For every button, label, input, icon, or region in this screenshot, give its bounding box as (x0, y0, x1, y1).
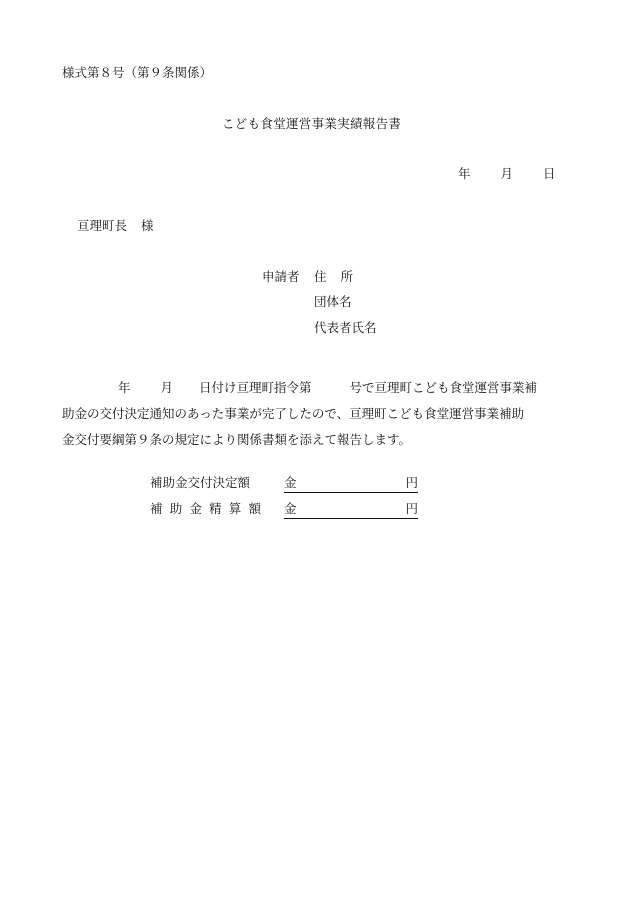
decision-amount-prefix: 金 (284, 475, 297, 490)
document-title: こども食堂運営事業実績報告書 (222, 116, 402, 131)
body-number-segment: 号で亘理町こども食堂運営事業補 (349, 380, 538, 395)
report-body (62, 375, 582, 453)
address-label-part-2: 所 (340, 269, 354, 284)
addressee (77, 220, 154, 233)
body-day-segment: 日付け亘理町指令第 (199, 380, 312, 395)
addressee-honorific: 様 (141, 218, 154, 233)
body-line-3: 金交付要綱第９条の規定により関係書類を添えて報告します。 (62, 432, 412, 447)
organization-name-label: 団体名 (314, 294, 352, 309)
date-line (458, 168, 556, 181)
form-number: 様式第８号（第９条関係） (62, 65, 213, 80)
date-year-label: 年 (458, 166, 471, 181)
body-line-2: 助金の交付決定通知のあった事業が完了したので、亘理町こども食堂運営事業補助 (62, 406, 525, 421)
settlement-amount-label: 補助金精算額 (150, 501, 269, 516)
settlement-amount-unit: 円 (405, 501, 418, 516)
applicant-label: 申請者 (262, 269, 300, 284)
date-month-label: 月 (500, 166, 514, 181)
decision-amount-field (284, 477, 418, 493)
representative-name-label: 代表者氏名 (314, 320, 377, 335)
decision-amount-unit: 円 (405, 475, 418, 490)
amount-row-settlement (150, 503, 418, 519)
amount-row-decision (150, 477, 418, 493)
settlement-amount-prefix: 金 (284, 501, 297, 516)
date-day-label: 日 (543, 166, 556, 181)
decision-amount-label: 補助金交付決定額 (150, 475, 251, 490)
body-year-label: 年 (118, 380, 131, 395)
body-month-label: 月 (160, 380, 174, 395)
settlement-amount-field (284, 503, 418, 519)
addressee-name: 亘理町長 (77, 218, 128, 233)
applicant-address-label (314, 271, 353, 284)
body-line-1 (62, 375, 582, 401)
address-label-part-1: 住 (314, 269, 327, 284)
